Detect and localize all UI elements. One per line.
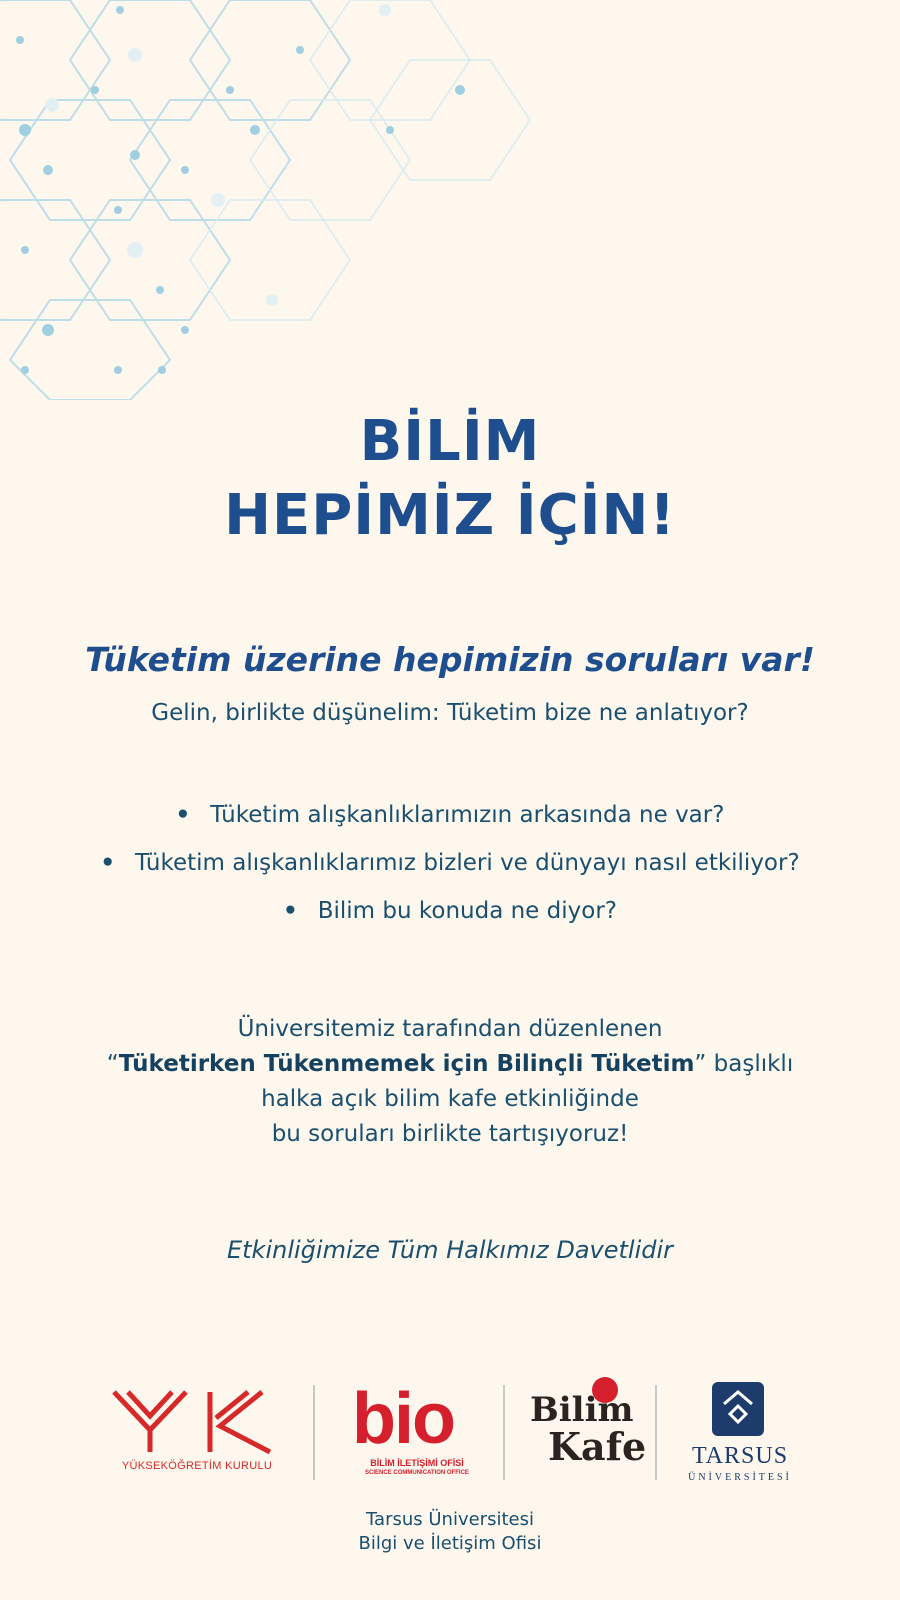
title-line-1: BİLİM bbox=[359, 409, 541, 474]
bio-sublabel-en: SCIENCE COMMUNICATION OFFICE bbox=[365, 1470, 469, 1476]
paragraph-line-4: bu soruları birlikte tartışıyoruz! bbox=[271, 1121, 629, 1147]
invitation-text: Etkinliğimize Tüm Halkımız Davetlidir bbox=[226, 1236, 674, 1264]
question-text: Bilim bu konuda ne diyor? bbox=[317, 898, 617, 924]
tarsus-emblem-icon bbox=[712, 1382, 764, 1436]
question-text: Tüketim alışkanlıklarımız bizleri ve dünyayı nasıl etkiliyor? bbox=[135, 850, 800, 876]
intro-text: Gelin, birlikte düşünelim: Tüketim bize ne anlatıyor? bbox=[151, 700, 749, 726]
logo-divider bbox=[313, 1385, 315, 1480]
question-item bbox=[0, 802, 900, 828]
logo-divider bbox=[655, 1385, 657, 1480]
kafe-line-1: Bilim bbox=[530, 1390, 634, 1430]
yok-logo-icon bbox=[112, 1390, 282, 1470]
event-paragraph bbox=[0, 1012, 900, 1152]
bullet-icon: • bbox=[100, 850, 116, 876]
event-title: Tüketirken Tükenmemek için Bilinçli Tüketim bbox=[118, 1051, 695, 1077]
subtitle: Tüketim üzerine hepimizin soruları var! bbox=[85, 640, 815, 679]
paragraph-line-3: halka açık bilim kafe etkinliğinde bbox=[261, 1086, 639, 1112]
title-line-2: HEPİMİZ İÇİN! bbox=[224, 483, 676, 548]
question-text: Tüketim alışkanlıklarımızın arkasında ne var? bbox=[210, 802, 725, 828]
yok-label: YÜKSEKÖĞRETİM KURULU bbox=[121, 1460, 273, 1472]
tarsus-sublabel: ÜNİVERSİTESİ bbox=[688, 1472, 792, 1483]
footer bbox=[0, 1508, 900, 1556]
footer-line-1: Tarsus Üniversitesi bbox=[366, 1509, 534, 1530]
tarsus-name: TARSUS bbox=[691, 1443, 789, 1469]
poster-title bbox=[0, 405, 900, 553]
logo-strip bbox=[0, 1375, 900, 1495]
bio-logo-icon: bio bbox=[352, 1379, 454, 1459]
bullet-icon: • bbox=[175, 802, 191, 828]
bullet-icon: • bbox=[283, 898, 298, 924]
paragraph-line-2 bbox=[0, 1047, 900, 1082]
question-item bbox=[0, 850, 900, 876]
paragraph-line-1: Üniversitemiz tarafından düzenlenen bbox=[237, 1016, 663, 1042]
question-item bbox=[0, 898, 900, 924]
bilim-kafe-logo bbox=[530, 1390, 647, 1469]
quote-close-suffix: ” başlıklı bbox=[694, 1051, 794, 1077]
kafe-line-2: Kafe bbox=[548, 1424, 647, 1469]
hexagon-pattern-decoration bbox=[0, 0, 560, 400]
logo-divider bbox=[503, 1385, 505, 1480]
quote-open: “ bbox=[106, 1051, 119, 1077]
bio-sublabel: BİLİM İLETİŞİMİ OFİSİ bbox=[370, 1458, 464, 1468]
footer-line-2: Bilgi ve İletişim Ofisi bbox=[358, 1533, 542, 1554]
